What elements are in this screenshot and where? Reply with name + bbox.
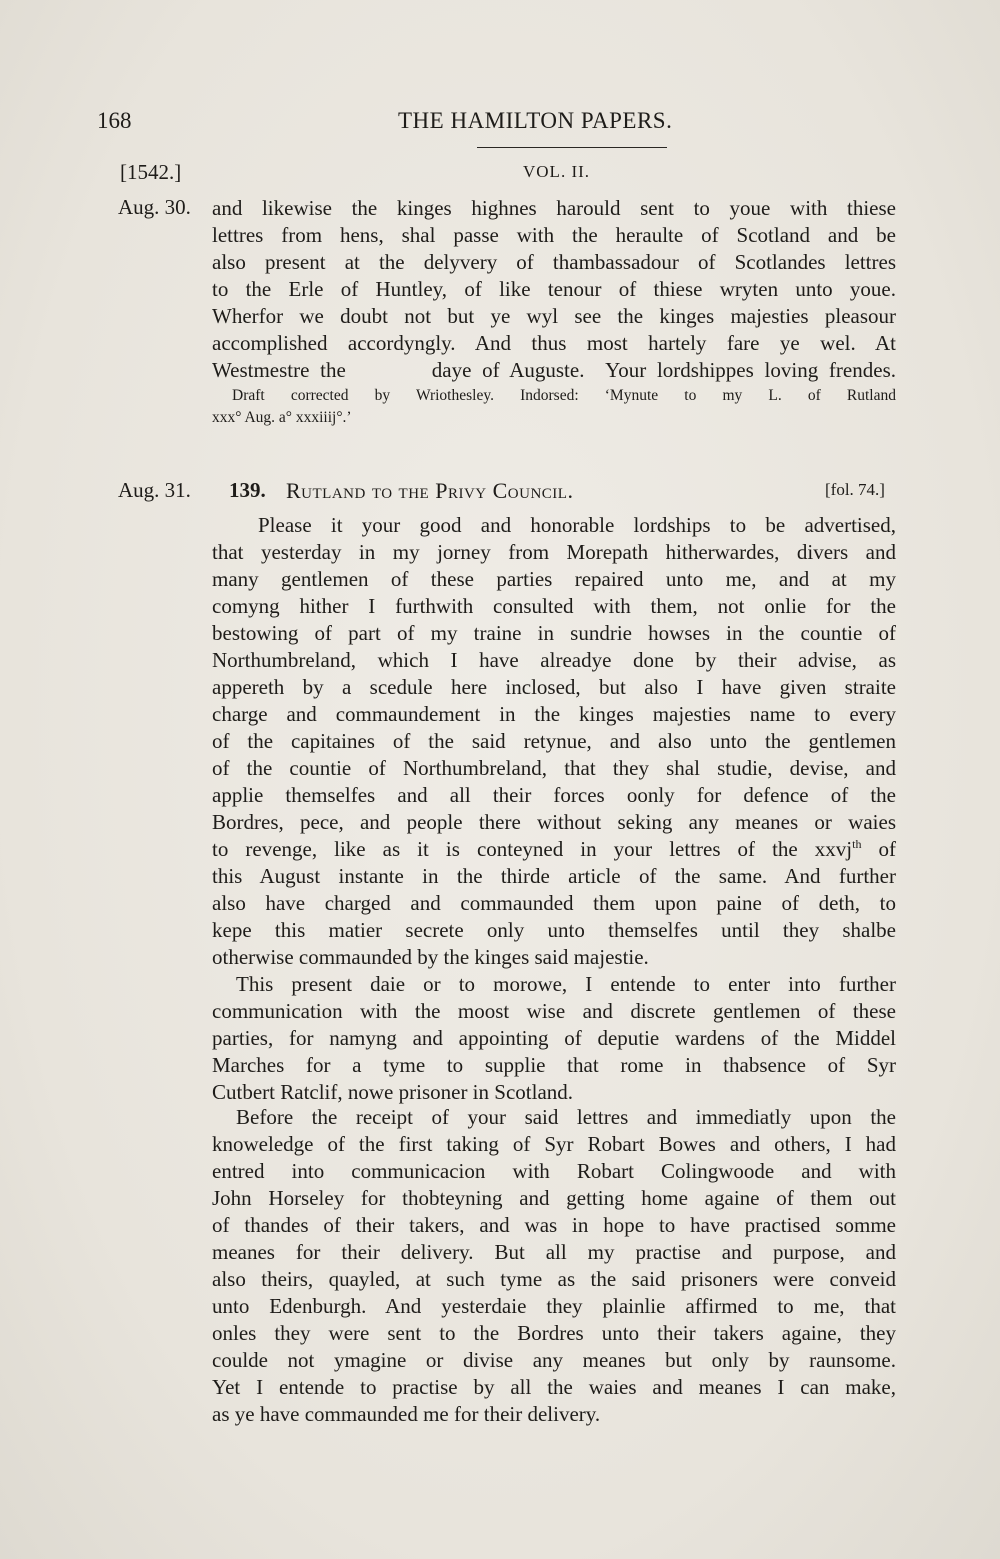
- text-line: also have charged and commaunded them upon paine of deth, to: [212, 891, 896, 915]
- text-line: John Horseley for thobteyning and getting home againe of them out: [212, 1186, 896, 1210]
- text-line: Before the receipt of your said lettres and immediatly upon the: [236, 1105, 896, 1129]
- superscript: th: [852, 837, 862, 851]
- text-line: entred into communicacion with Robart Colingwoode and with: [212, 1159, 896, 1183]
- text-line: meanes for their delivery. But all my practise and purpose, and: [212, 1240, 896, 1264]
- text-line: many gentlemen of these parties repaired unto me, and at my: [212, 567, 896, 591]
- text-line: also theirs, quayled, at such tyme as the said prisoners were conveid: [212, 1267, 896, 1291]
- text-line: applie themselfes and all their forces oonly for defence of the: [212, 783, 896, 807]
- document-title: Rutland to the Privy Council.: [286, 478, 574, 503]
- folio-reference: [fol. 74.]: [825, 480, 885, 499]
- entry1-date: Aug. 30.: [118, 195, 191, 219]
- text-line: onles they were sent to the Bordres unto their takers againe, they: [212, 1321, 896, 1345]
- volume-label: VOL. II.: [523, 162, 591, 181]
- text-line: to the Erle of Huntley, of like tenour of thiese wryten unto youe.: [212, 277, 896, 301]
- text-line: Westmestre the daye of Auguste. Your lordshippes loving frendes.: [212, 358, 896, 382]
- running-head: [0, 108, 1000, 138]
- text-line: coulde not ymagine or divise any meanes but only by raunsome.: [212, 1348, 896, 1372]
- text-line: and likewise the kinges highnes harould sent to youe with thiese: [212, 196, 896, 220]
- text-line: knoweledge of the first taking of Syr Robart Bowes and others, I had: [212, 1132, 896, 1156]
- note-line: Draft corrected by Wriothesley. Indorsed: ‘Mynute to my L. of Rutland: [232, 387, 896, 404]
- book-title: THE HAMILTON PAPERS.: [398, 108, 673, 133]
- text-line: [212, 836, 896, 863]
- text-line: Marches for a tyme to supplie that rome in thabsence of Syr: [212, 1053, 896, 1077]
- text-line: comyng hither I furthwith consulted with them, not onlie for the: [212, 594, 896, 618]
- text-line: Wherfor we doubt not but ye wyl see the kinges majesties pleasour: [212, 304, 896, 328]
- text-line: Northumbreland, which I have alreadye done by their advise, as: [212, 648, 896, 672]
- text-line: otherwise commaunded by the kinges said majestie.: [212, 945, 649, 969]
- text-line: of thandes of their takers, and was in hope to have practised somme: [212, 1213, 896, 1237]
- entry2-paragraph-3: [212, 1104, 896, 1428]
- text-segment: to revenge, like as it is conteyned in your lettres of the xxvj: [212, 837, 853, 861]
- text-line: unto Edenburgh. And yesterdaie they plainlie affirmed to me, that: [212, 1294, 896, 1318]
- text-line: of the countie of Northumbreland, that they shal studie, devise, and: [212, 756, 896, 780]
- entry1-text: [212, 195, 896, 384]
- note-line: xxx° Aug. a° xxxiiij°.’: [212, 409, 352, 426]
- document-number: 139.: [229, 478, 266, 502]
- text-line: parties, for namyng and appointing of deputie wardens of the Middel: [212, 1026, 896, 1050]
- text-line: Please it your good and honorable lordships to be advertised,: [258, 513, 896, 537]
- text-line: This present daie or to morowe, I entende to enter into further: [236, 972, 896, 996]
- text-line: lettres from hens, shal passe with the heraulte of Scotland and be: [212, 223, 896, 247]
- page-number: 168: [97, 108, 132, 133]
- text-line: Cutbert Ratclif, nowe prisoner in Scotland.: [212, 1080, 574, 1104]
- text-line: communication with the moost wise and discrete gentlemen of these: [212, 999, 896, 1023]
- text-line: appereth by a scedule here inclosed, but also I have given straite: [212, 675, 896, 699]
- text-line: charge and commaundement in the kinges majesties name to every: [212, 702, 896, 726]
- text-line: bestowing of part of my traine in sundrie howses in the countie of: [212, 621, 896, 645]
- title-rule: [477, 147, 667, 148]
- text-line: accomplished accordyngly. And thus most hartely fare ye wel. At: [212, 331, 896, 355]
- text-line: Yet I entende to practise by all the waies and meanes I can make,: [212, 1375, 896, 1399]
- text-line: kepe this matier secrete only unto themselfes until they shalbe: [212, 918, 896, 942]
- text-line: as ye have commaunded me for their delivery.: [212, 1402, 601, 1426]
- text-segment: of: [861, 837, 896, 861]
- text-line: of the capitaines of the said retynue, and also unto the gentlemen: [212, 729, 896, 753]
- document-heading: [0, 478, 1000, 508]
- text-line: this August instante in the thirde article of the same. And further: [212, 864, 896, 888]
- year-marker: [1542.]: [120, 160, 182, 184]
- entry2-paragraph-1: [212, 512, 896, 971]
- text-line: also present at the delyvery of thambassadour of Scotlandes lettres: [212, 250, 896, 274]
- entry2-date: Aug. 31.: [118, 478, 191, 502]
- text-line: that yesterday in my jorney from Morepath hitherwardes, divers and: [212, 540, 896, 564]
- entry2-paragraph-2: [212, 971, 896, 1106]
- entry1-editorial-note: [212, 385, 896, 429]
- text-line: Bordres, pece, and people there without seking any meanes or waies: [212, 810, 896, 834]
